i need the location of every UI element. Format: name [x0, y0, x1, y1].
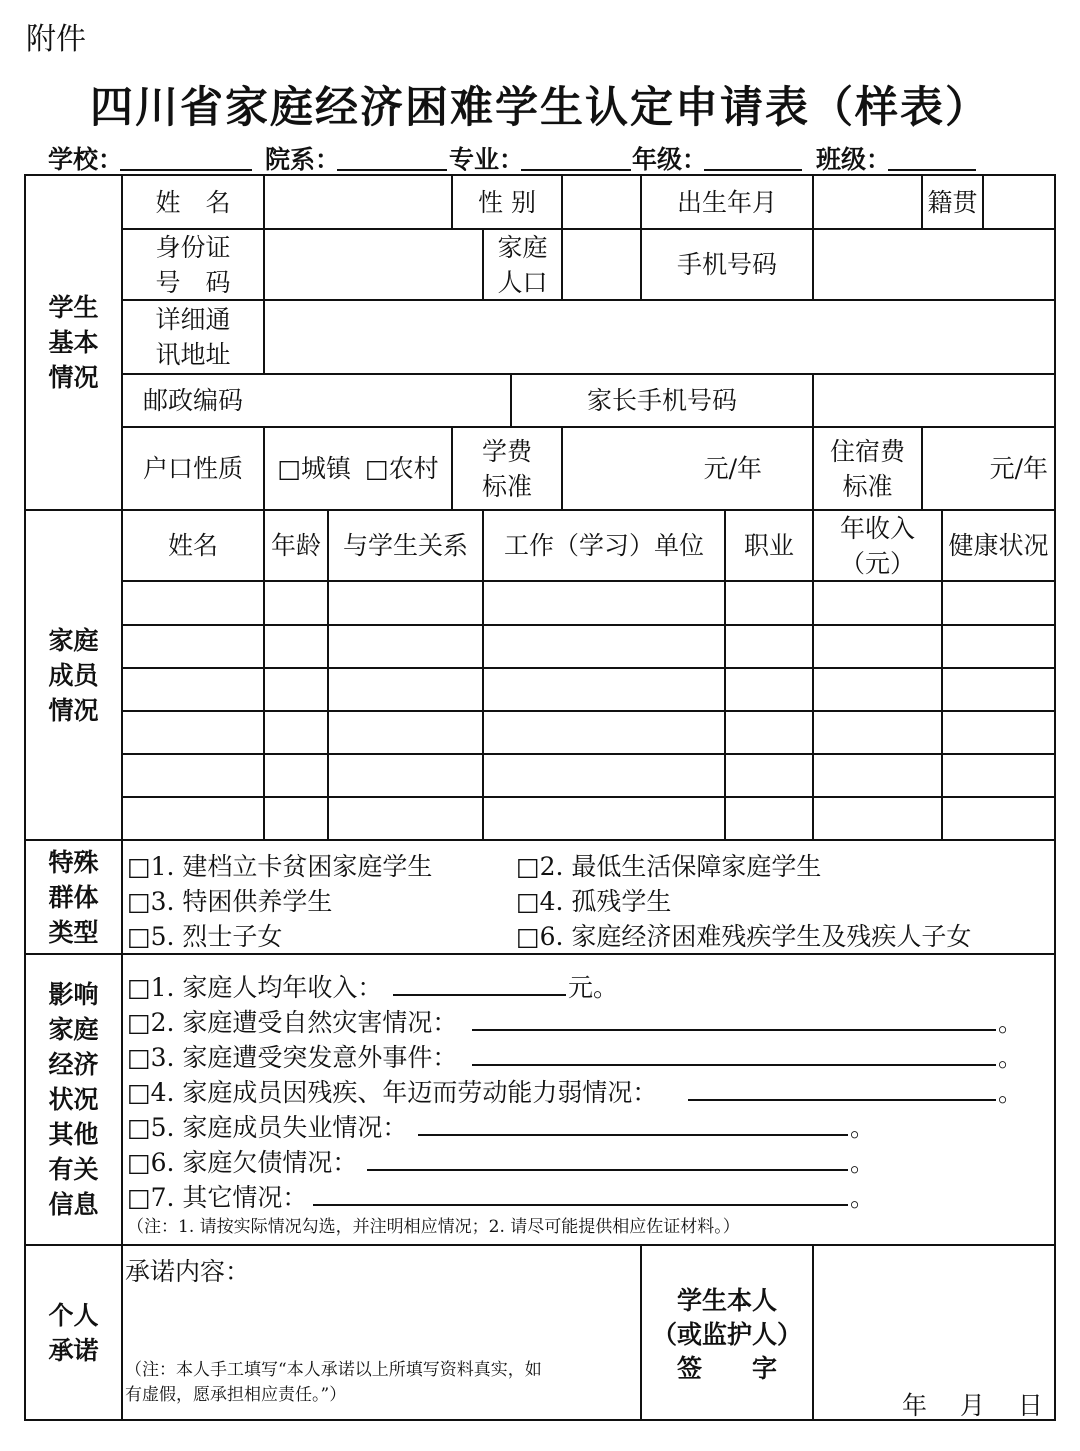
lodging-line1: 住宿费: [829, 436, 905, 466]
other-item-1[interactable]: □1. 家庭人均年收入：: [127, 973, 383, 1002]
family-row-2[interactable]: [123, 626, 1054, 667]
other-item-1-blank[interactable]: [393, 994, 566, 996]
other-item-5-blank[interactable]: [418, 1134, 848, 1136]
signature-date[interactable]: 年 月 日: [902, 1391, 1043, 1420]
family-header-employer: 工作（学习）单位: [503, 531, 704, 560]
section-family-members: 家庭成员情况: [48, 625, 99, 725]
attachment-label: 附件: [26, 22, 86, 57]
hukou-label: 户口性质: [142, 454, 243, 483]
family-header-relation: 与学生关系: [342, 531, 468, 560]
signature-line3: 签 字: [676, 1353, 777, 1383]
native-place-field[interactable]: [984, 176, 1054, 228]
phone-label: 手机号码: [676, 250, 777, 279]
section-personal-promise: 个人承诺: [48, 1300, 99, 1365]
class-label: 班级：: [816, 145, 892, 174]
family-row-6[interactable]: [123, 798, 1054, 839]
grade-label: 年级：: [632, 145, 708, 174]
urban-checkbox[interactable]: □城镇: [277, 454, 351, 483]
other-item-5[interactable]: □5. 家庭成员失业情况：: [127, 1113, 408, 1142]
lodging-label: [814, 428, 921, 509]
address-line2: 讯地址: [155, 340, 231, 369]
tuition-unit: 元/年: [703, 454, 762, 483]
household-size-label: [484, 230, 561, 299]
major-field[interactable]: [521, 169, 631, 171]
family-header-name: 姓名: [167, 531, 218, 560]
other-item-4[interactable]: □4. 家庭成员因残疾、年迈而劳动能力弱情况：: [127, 1078, 658, 1107]
signature-field[interactable]: [814, 1246, 1054, 1376]
promise-note-line2: 有虚假，愿承担相应责任。”）: [125, 1385, 347, 1405]
gender-field[interactable]: [563, 176, 640, 228]
household-line2: 人口: [497, 267, 548, 297]
other-item-7-end: 。: [850, 1183, 876, 1212]
family-header-income: [814, 511, 941, 580]
hukou-options: [265, 428, 451, 509]
lodging-field[interactable]: [923, 428, 1054, 509]
other-item-2[interactable]: □2. 家庭遭受自然灾害情况：: [127, 1008, 458, 1037]
tuition-field[interactable]: [563, 428, 812, 509]
other-item-6-blank[interactable]: [367, 1169, 848, 1171]
address-line1: 详细通: [155, 305, 231, 334]
signature-label: [642, 1280, 812, 1390]
id-label-line2: 号 码: [155, 267, 231, 297]
tuition-line2: 标准: [481, 471, 532, 501]
signature-line2: （或监护人）: [651, 1320, 802, 1350]
major-label: 专业：: [449, 145, 525, 174]
other-item-7[interactable]: □7. 其它情况：: [127, 1183, 308, 1212]
gender-label: 性 别: [478, 187, 536, 217]
address-field[interactable]: [265, 301, 1054, 373]
lodging-unit: 元/年: [989, 454, 1048, 483]
special-option-1[interactable]: □1. 建档立卡贫困家庭学生: [127, 852, 433, 881]
family-row-5[interactable]: [123, 755, 1054, 796]
special-option-6[interactable]: □6. 家庭经济困难残疾学生及残疾人子女: [516, 922, 972, 951]
other-item-2-blank[interactable]: [472, 1029, 996, 1031]
other-item-3[interactable]: □3. 家庭遭受突发意外事件：: [127, 1043, 458, 1072]
school-label: 学校：: [48, 145, 124, 174]
special-option-2[interactable]: □2. 最低生活保障家庭学生: [516, 852, 822, 881]
birth-label: 出生年月: [676, 187, 777, 217]
other-item-4-end: 。: [998, 1078, 1024, 1107]
grade-field[interactable]: [704, 169, 802, 171]
parent-phone-label: 家长手机号码: [586, 386, 737, 415]
tuition-line1: 学费: [481, 436, 532, 466]
other-item-6[interactable]: □6. 家庭欠债情况：: [127, 1148, 358, 1177]
birth-field[interactable]: [814, 176, 921, 228]
class-field[interactable]: [888, 169, 976, 171]
school-field[interactable]: [120, 169, 252, 171]
family-header-occupation: 职业: [743, 531, 794, 560]
postcode-label: 邮政编码: [142, 386, 243, 415]
other-item-3-blank[interactable]: [472, 1064, 996, 1066]
id-number-field[interactable]: [265, 230, 482, 299]
family-row-3[interactable]: [123, 669, 1054, 710]
id-number-label: [123, 230, 263, 299]
department-field[interactable]: [337, 169, 447, 171]
promise-content-field[interactable]: [123, 1290, 640, 1350]
family-header-age: 年龄: [270, 531, 321, 560]
income-line1: 年收入: [839, 513, 915, 543]
household-line1: 家庭: [497, 232, 548, 262]
section-basic-info: 学生基本情况: [48, 293, 99, 392]
special-option-5[interactable]: □5. 烈士子女: [127, 922, 283, 951]
form-title: 四川省家庭经济困难学生认定申请表（样表）: [90, 83, 990, 133]
phone-field[interactable]: [814, 230, 1054, 299]
other-item-6-end: 。: [850, 1148, 876, 1177]
signature-line1: 学生本人: [676, 1286, 777, 1316]
rural-checkbox[interactable]: □农村: [365, 454, 439, 483]
name-label: 姓 名: [155, 187, 231, 217]
id-label-line1: 身份证: [155, 232, 231, 262]
postcode-field[interactable]: [265, 375, 510, 426]
promise-content-label: 承诺内容：: [125, 1257, 251, 1286]
department-label: 院系：: [265, 145, 341, 174]
parent-phone-field[interactable]: [814, 375, 1054, 426]
section-other-info: 影响家庭经济状况其他有关信息: [48, 980, 99, 1219]
family-header-health: 健康状况: [948, 531, 1049, 560]
address-label: [123, 301, 263, 373]
lodging-line2: 标准: [842, 471, 893, 501]
other-item-3-end: 。: [998, 1043, 1024, 1072]
promise-note-line1: （注：本人手工填写“本人承诺以上所填写资料真实，如: [125, 1360, 542, 1380]
native-place-label: 籍贯: [927, 187, 978, 217]
special-option-4[interactable]: □4. 孤残学生: [516, 887, 672, 916]
family-row-1[interactable]: [123, 582, 1054, 624]
other-item-4-blank[interactable]: [688, 1099, 996, 1101]
other-item-2-end: 。: [998, 1008, 1024, 1037]
special-option-3[interactable]: □3. 特困供养学生: [127, 887, 333, 916]
tuition-label: [453, 428, 561, 509]
income-line2: （元）: [839, 548, 915, 578]
family-row-4[interactable]: [123, 712, 1054, 753]
household-size-field[interactable]: [563, 230, 640, 299]
name-field[interactable]: [265, 176, 451, 228]
other-item-1-unit: 元。: [568, 973, 619, 1002]
section-special-group: 特殊群体类型: [48, 847, 99, 947]
other-note: （注：1. 请按实际情况勾选，并注明相应情况；2. 请尽可能提供相应佐证材料。）: [127, 1217, 740, 1237]
other-item-7-blank[interactable]: [313, 1204, 848, 1206]
other-item-5-end: 。: [850, 1113, 876, 1142]
